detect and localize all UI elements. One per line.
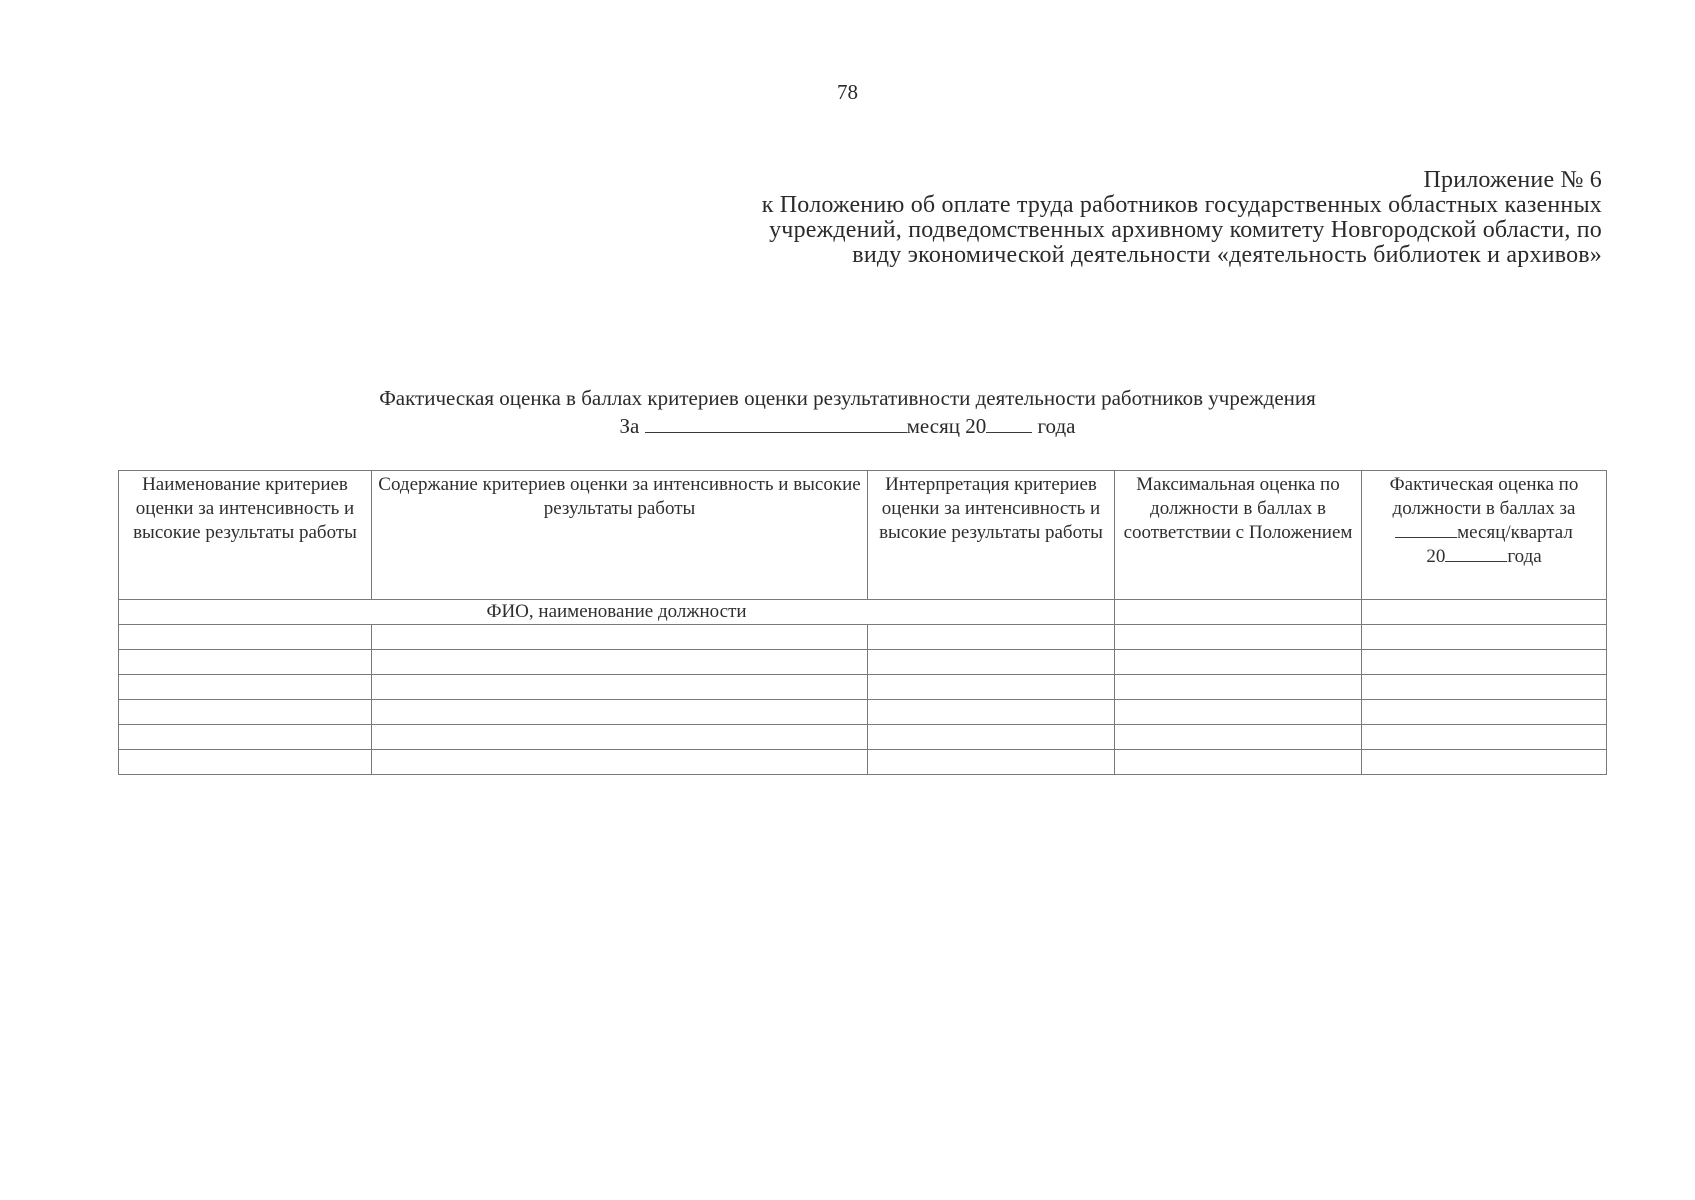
table-row: [119, 675, 1607, 700]
table-cell[interactable]: [119, 675, 372, 700]
header-criteria-interpretation: Интерпретация критериев оценки за интенсивность и высокие результаты работы: [868, 471, 1115, 600]
appendix-line: виду экономической деятельности «деятельность библиотек и архивов»: [852, 242, 1602, 268]
table-cell[interactable]: [119, 700, 372, 725]
table-cell[interactable]: [868, 625, 1115, 650]
fio-row: [119, 600, 1607, 625]
header-month-blank[interactable]: [1395, 523, 1457, 538]
table-cell[interactable]: [1115, 625, 1362, 650]
table-cell[interactable]: [119, 650, 372, 675]
page-number: 78: [837, 80, 858, 104]
header-criteria-content: Содержание критериев оценки за интенсивность и высокие результаты работы: [372, 471, 868, 600]
table-cell[interactable]: [119, 725, 372, 750]
table-cell[interactable]: [868, 650, 1115, 675]
table-cell[interactable]: [1115, 725, 1362, 750]
header-year-label: года: [1507, 546, 1542, 567]
fio-cell[interactable]: ФИО, наименование должности: [119, 600, 1115, 625]
period-month-label: месяц 20: [906, 414, 987, 438]
table-row: [119, 725, 1607, 750]
header-month-label: месяц/квартал: [1457, 522, 1573, 543]
table-cell[interactable]: [868, 750, 1115, 775]
table-cell[interactable]: [1362, 650, 1607, 675]
appendix-line: учреждений, подведомственных архивному комитету Новгородской области, по: [769, 217, 1602, 243]
header-max-score: Максимальная оценка по должности в баллах в соответствии с Положением: [1115, 471, 1362, 600]
table-cell[interactable]: [1115, 700, 1362, 725]
table-cell[interactable]: [1362, 750, 1607, 775]
table-cell[interactable]: [868, 675, 1115, 700]
appendix-line: к Положению об оплате труда работников государственных областных казенных: [761, 192, 1602, 218]
table-cell[interactable]: [372, 650, 868, 675]
table-cell[interactable]: [372, 725, 868, 750]
table-cell[interactable]: [1362, 675, 1607, 700]
table-row: [119, 700, 1607, 725]
table-cell[interactable]: [1362, 625, 1607, 650]
period-year-label: года: [1037, 414, 1076, 438]
table-header-row: [119, 471, 1607, 600]
table-cell[interactable]: [119, 625, 372, 650]
table-row: [119, 650, 1607, 675]
header-criteria-name: Наименование критериев оценки за интенсивность и высокие результаты работы: [119, 471, 372, 600]
table-cell[interactable]: [1362, 600, 1607, 625]
header-actual-score: [1362, 471, 1607, 600]
table-cell[interactable]: [868, 725, 1115, 750]
table-cell[interactable]: [1362, 700, 1607, 725]
criteria-table: [118, 470, 1607, 775]
table-cell[interactable]: [372, 625, 868, 650]
table-cell[interactable]: [1115, 650, 1362, 675]
period-line: [0, 412, 1695, 440]
table-cell[interactable]: [1115, 750, 1362, 775]
period-prefix: За: [619, 414, 640, 438]
table-cell[interactable]: [1115, 675, 1362, 700]
header-year-prefix: 20: [1426, 546, 1446, 567]
table-row: [119, 625, 1607, 650]
table-cell[interactable]: [372, 700, 868, 725]
table-cell[interactable]: [868, 700, 1115, 725]
month-blank[interactable]: [645, 414, 907, 433]
table-cell[interactable]: [1115, 600, 1362, 625]
appendix-header: [502, 168, 1602, 268]
header-actual-score-text: Фактическая оценка по должности в баллах за: [1389, 474, 1579, 519]
table-cell[interactable]: [372, 675, 868, 700]
table-cell[interactable]: [119, 750, 372, 775]
year-blank[interactable]: [986, 414, 1032, 433]
table-row: [119, 750, 1607, 775]
table-cell[interactable]: [1362, 725, 1607, 750]
appendix-title: Приложение № 6: [1423, 167, 1602, 193]
header-year-blank[interactable]: [1445, 547, 1507, 562]
document-title: Фактическая оценка в баллах критериев оценки результативности деятельности работников учреждения: [379, 386, 1316, 410]
table-cell[interactable]: [372, 750, 868, 775]
